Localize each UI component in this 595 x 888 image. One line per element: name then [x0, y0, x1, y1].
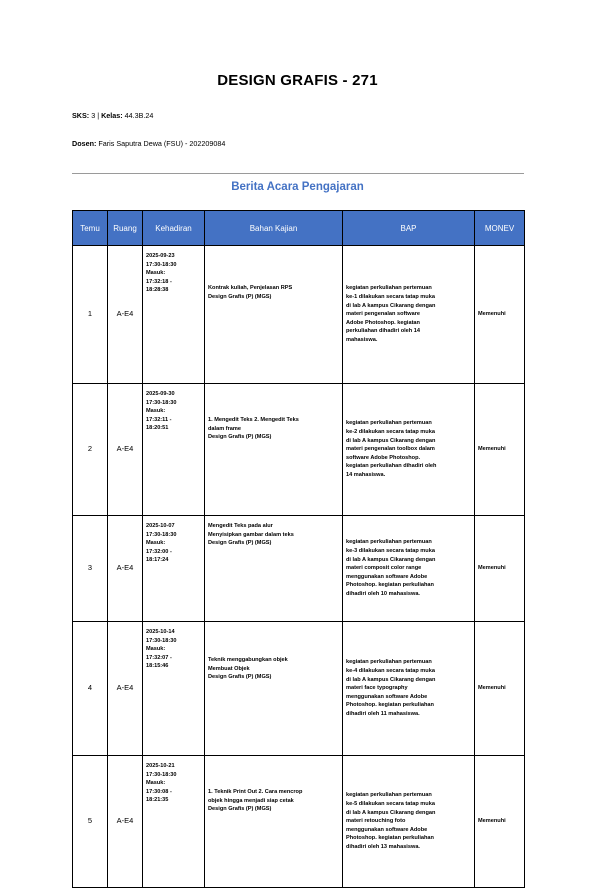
kehadiran-text: 2025-09-23 17:30-18:30 Masuk: 17:32:18 - 18:28:38: [146, 253, 177, 294]
column-header-bahan-kajian: Bahan Kajian: [205, 211, 343, 246]
cell-bap: [343, 246, 475, 384]
bahan-text: Mengedit Teks pada alur Menyisipkan gambar dalam teks Design Grafis (P) (MGS): [208, 523, 294, 547]
column-header-ruang: Ruang: [108, 211, 143, 246]
cell-ruang: A-E4: [108, 516, 143, 622]
bap-text: kegiatan perkuliahan pertemuan ke-1 dilakukan secara tatap muka di lab A kampus Cikarang dengan materi pengenalan software Adobe Photoshop. kegiatan perkuliahan dihadiri oleh 14 mahasiswa.: [346, 285, 436, 343]
sks-label: SKS:: [72, 111, 90, 120]
cell-ruang: A-E4: [108, 384, 143, 516]
cell-kehadiran: [143, 516, 205, 622]
cell-kehadiran: [143, 756, 205, 888]
cell-temu: 1: [73, 246, 108, 384]
cell-monev: Memenuhi: [475, 516, 525, 622]
table-row: [73, 516, 525, 622]
cell-kehadiran: [143, 384, 205, 516]
cell-temu: 4: [73, 622, 108, 756]
bahan-text: 1. Teknik Print Out 2. Cara mencrop objek hingga menjadi siap cetak Design Grafis (P) (MGS): [208, 789, 303, 813]
cell-bap: [343, 516, 475, 622]
lecturer-info: [72, 139, 225, 148]
column-header-monev: MONEV: [475, 211, 525, 246]
kehadiran-text: 2025-10-07 17:30-18:30 Masuk: 17:32:00 - 18:17:24: [146, 523, 177, 564]
table-row: [73, 622, 525, 756]
cell-temu: 3: [73, 516, 108, 622]
kelas-value: 44.3B.24: [124, 111, 154, 120]
cell-bahan-kajian: [205, 756, 343, 888]
bahan-text: Kontrak kuliah, Penjelasan RPS Design Grafis (P) (MGS): [208, 285, 293, 300]
column-header-bap: BAP: [343, 211, 475, 246]
kelas-label: Kelas:: [101, 111, 123, 120]
table-row: [73, 384, 525, 516]
table-header-row: [73, 211, 525, 246]
bahan-text: Teknik menggabungkan objek Membuat Objek Design Grafis (P) (MGS): [208, 657, 288, 681]
cell-temu: 2: [73, 384, 108, 516]
cell-ruang: A-E4: [108, 756, 143, 888]
teaching-report-table: [72, 210, 525, 888]
cell-bap: [343, 756, 475, 888]
dosen-value: Faris Saputra Dewa (FSU) - 202209084: [98, 139, 226, 148]
table-row: [73, 756, 525, 888]
cell-monev: Memenuhi: [475, 756, 525, 888]
page-title: DESIGN GRAFIS - 271: [217, 72, 378, 89]
bap-text: kegiatan perkuliahan pertemuan ke-5 dilakukan secara tatap muka di lab A kampus Cikarang dengan materi retouching foto menggunakan software Adobe Photoshop. kegiatan perkuliahan dihadiri oleh 13 mahasiswa.: [346, 792, 436, 850]
column-header-temu: Temu: [73, 211, 108, 246]
bap-text: kegiatan perkuliahan pertemuan ke-4 dilakukan secara tatap muka di lab A kampus Cikarang dengan materi face typography menggunakan software Adobe Photoshop. kegiatan perkuliahan dihadiri oleh 11 mahasiswa.: [346, 659, 436, 717]
cell-monev: Memenuhi: [475, 384, 525, 516]
sks-value: 3: [91, 111, 96, 120]
cell-monev: Memenuhi: [475, 246, 525, 384]
separator: |: [97, 111, 100, 120]
bap-text: kegiatan perkuliahan pertemuan ke-2 dilakukan secara tatap muka di lab A kampus Cikarang dengan materi pengenalan toolbox dalam software Adobe Photoshop. kegiatan perkuliahan dihadiri oleh 14 mahasiswa.: [346, 420, 437, 478]
cell-bahan-kajian: [205, 384, 343, 516]
bap-text: kegiatan perkuliahan pertemuan ke-3 dilakukan secara tatap muka di lab A kampus Cikarang dengan materi composit color range menggunakan software Adobe Photoshop. kegiatan perkuliahan dihadiri oleh 10 mahasiswa.: [346, 539, 436, 597]
kehadiran-text: 2025-10-21 17:30-18:30 Masuk: 17:30:08 - 18:21:35: [146, 763, 177, 804]
cell-kehadiran: [143, 622, 205, 756]
cell-bap: [343, 622, 475, 756]
table-row: [73, 246, 525, 384]
dosen-label: Dosen:: [72, 139, 97, 148]
cell-bahan-kajian: [205, 516, 343, 622]
divider: [72, 173, 524, 174]
cell-ruang: A-E4: [108, 246, 143, 384]
cell-ruang: A-E4: [108, 622, 143, 756]
cell-bahan-kajian: [205, 622, 343, 756]
cell-monev: Memenuhi: [475, 622, 525, 756]
bahan-text: 1. Mengedit Teks 2. Mengedit Teks dalam frame Design Grafis (P) (MGS): [208, 417, 299, 441]
cell-temu: 5: [73, 756, 108, 888]
class-info: [72, 111, 153, 120]
cell-bahan-kajian: [205, 246, 343, 384]
kehadiran-text: 2025-09-30 17:30-18:30 Masuk: 17:32:11 - 18:20:51: [146, 391, 177, 432]
kehadiran-text: 2025-10-14 17:30-18:30 Masuk: 17:32:07 - 18:15:46: [146, 629, 177, 670]
section-title: Berita Acara Pengajaran: [231, 181, 364, 193]
column-header-kehadiran: Kehadiran: [143, 211, 205, 246]
cell-bap: [343, 384, 475, 516]
cell-kehadiran: [143, 246, 205, 384]
